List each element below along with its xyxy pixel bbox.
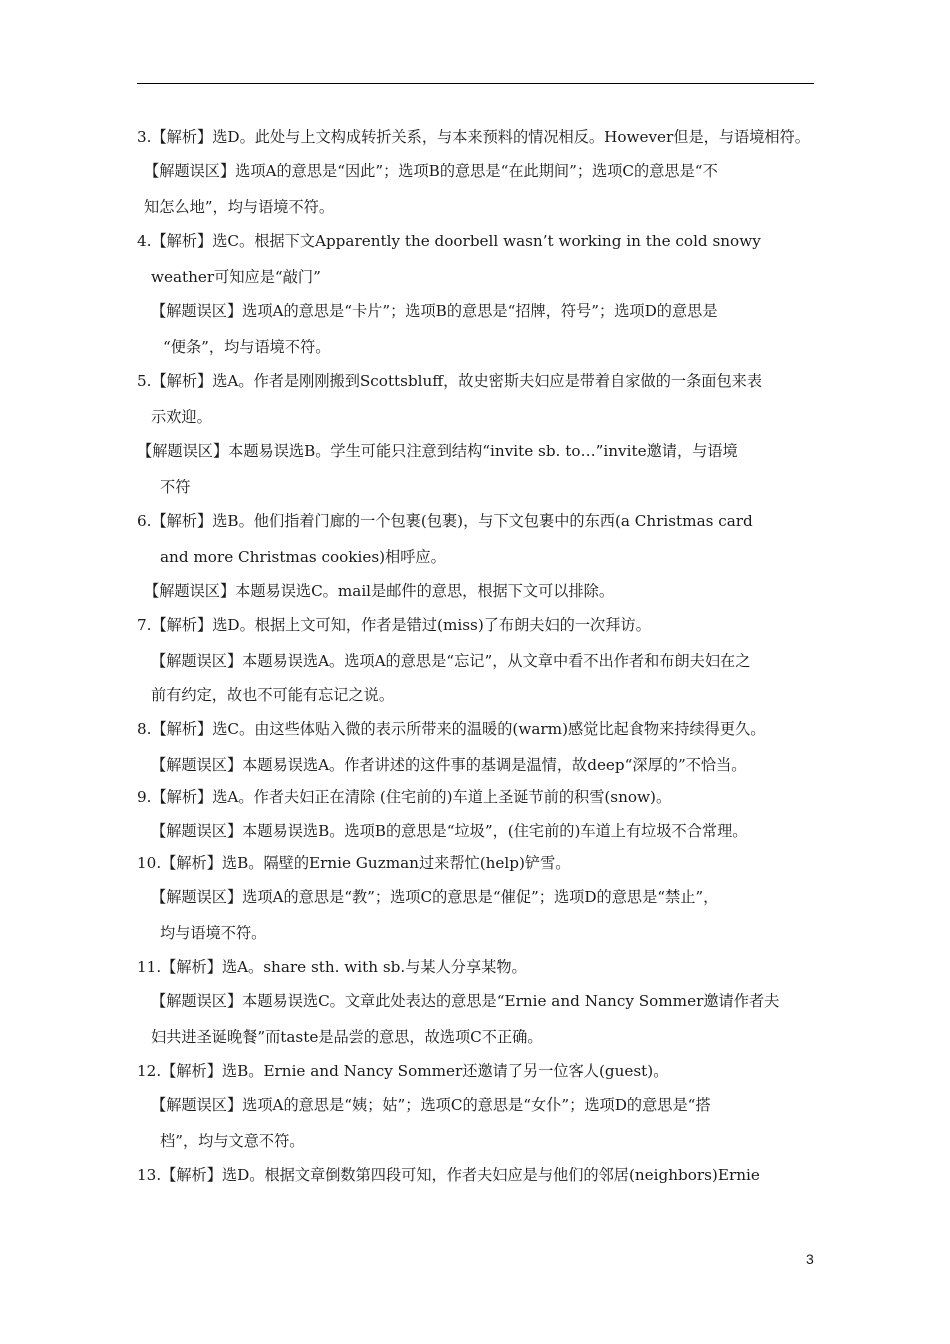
answer-11-error-note: 【解题误区】本题易误选C。文章此处表达的意思是“Ernie and Nancy Sommer邀请作者夫 [151,992,780,1010]
answer-5-error-note-cont: 不符 [160,478,191,496]
answer-3-error-note-cont: 知怎么地”，均与语境不符。 [144,198,335,216]
answer-12-error-note-cont: 档”，均与文意不符。 [160,1132,305,1150]
answer-9-error-note: 【解题误区】本题易误选B。选项B的意思是“垃圾”，(住宅前的)车道上有垃圾不合常理。 [151,822,748,840]
answer-11-error-note-cont: 妇共进圣诞晚餐”而taste是品尝的意思，故选项C不正确。 [151,1028,543,1046]
answer-4-analysis: 4.【解析】选C。根据下文Apparently the doorbell wasn’t working in the cold snowy [137,232,761,250]
answer-7-error-note-cont: 前有约定，故也不可能有忘记之说。 [151,686,394,704]
answer-12-error-note: 【解题误区】选项A的意思是“姨；姑”；选项C的意思是“女仆”；选项D的意思是“搭 [151,1096,711,1114]
answer-10-analysis: 10.【解析】选B。隔壁的Ernie Guzman过来帮忙(help)铲雪。 [137,854,571,872]
answer-5-error-note: 【解题误区】本题易误选B。学生可能只注意到结构“invite sb. to…”invite邀请，与语境 [137,442,738,460]
answer-4-error-note: 【解题误区】选项A的意思是“卡片”；选项B的意思是“招牌，符号”；选项D的意思是 [151,302,718,320]
answer-10-error-note-cont: 均与语境不符。 [160,924,267,942]
page-number: 3 [806,1251,814,1267]
answer-8-error-note: 【解题误区】本题易误选A。作者讲述的这件事的基调是温情，故deep“深厚的”不恰当。 [151,756,747,774]
answer-13-analysis: 13.【解析】选D。根据文章倒数第四段可知，作者夫妇应是与他们的邻居(neighbors)Ernie [137,1166,760,1184]
header-rule [137,83,814,84]
answer-6-analysis-cont: and more Christmas cookies)相呼应。 [160,548,446,566]
answer-10-error-note: 【解题误区】选项A的意思是“教”；选项C的意思是“催促”；选项D的意思是“禁止”， [151,888,719,906]
answer-7-error-note: 【解题误区】本题易误选A。选项A的意思是“忘记”，从文章中看不出作者和布朗夫妇在之 [151,652,751,670]
answer-6-error-note: 【解题误区】本题易误选C。mail是邮件的意思，根据下文可以排除。 [144,582,615,600]
answer-9-analysis: 9.【解析】选A。作者夫妇正在清除 (住宅前的)车道上圣诞节前的积雪(snow)。 [137,788,672,806]
answer-11-analysis: 11.【解析】选A。share sth. with sb.与某人分享某物。 [137,958,527,976]
answer-7-analysis: 7.【解析】选D。根据上文可知，作者是错过(miss)了布朗夫妇的一次拜访。 [137,616,651,634]
answer-4-analysis-cont: weather可知应是“敲门” [151,268,321,286]
answer-3-error-note: 【解题误区】选项A的意思是“因此”；选项B的意思是“在此期间”；选项C的意思是“不 [144,162,718,180]
answer-5-analysis-cont: 示欢迎。 [151,408,212,426]
answer-8-analysis: 8.【解析】选C。由这些体贴入微的表示所带来的温暖的(warm)感觉比起食物来持续得更久。 [137,720,766,738]
answer-4-error-note-cont: “便条”，均与语境不符。 [163,338,331,356]
answer-12-analysis: 12.【解析】选B。Ernie and Nancy Sommer还邀请了另一位客人(guest)。 [137,1062,669,1080]
answer-3-analysis: 3.【解析】选D。此处与上文构成转折关系，与本来预料的情况相反。However但是，与语境相符。 [137,128,810,146]
answer-5-analysis: 5.【解析】选A。作者是刚刚搬到Scottsbluff，故史密斯夫妇应是带着自家做的一条面包来表 [137,372,763,390]
answer-6-analysis: 6.【解析】选B。他们指着门廊的一个包裹(包裹)，与下文包裹中的东西(a Christmas card [137,512,753,530]
